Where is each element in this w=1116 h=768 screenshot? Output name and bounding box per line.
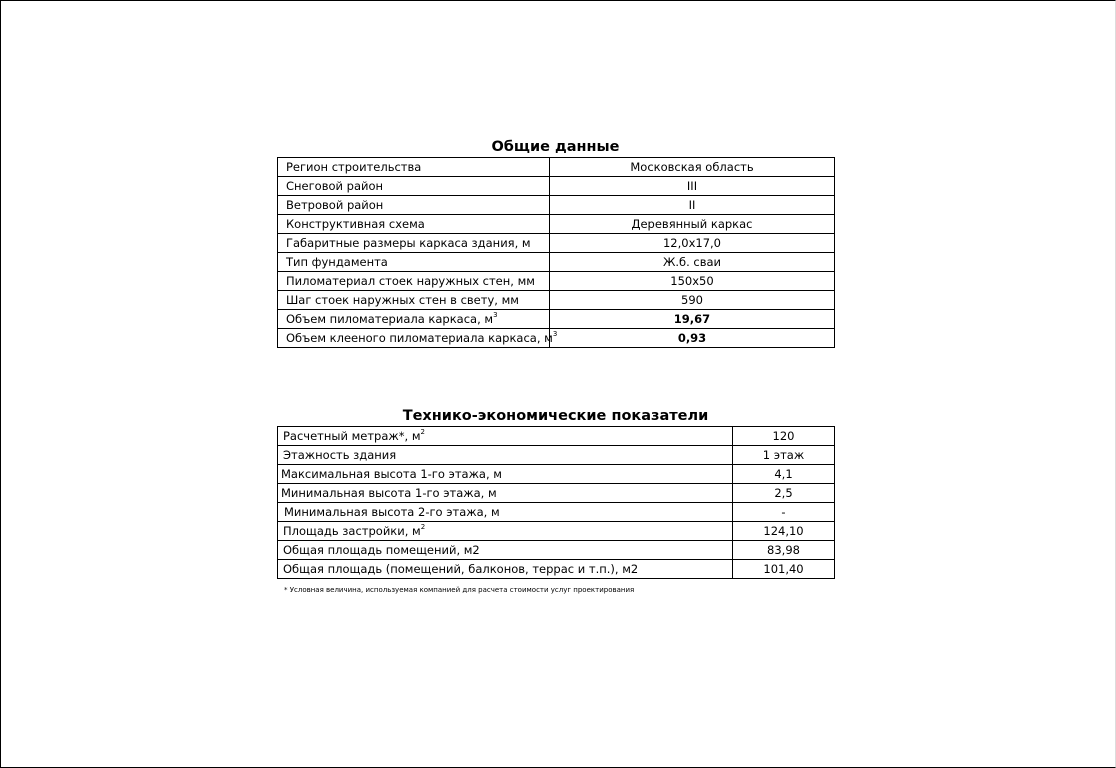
row-value: Ж.б. сваи — [550, 253, 835, 272]
row-value: II — [550, 196, 835, 215]
row-value: Деревянный каркас — [550, 215, 835, 234]
table-row — [278, 158, 835, 177]
row-label: Конструктивная схема — [278, 215, 550, 234]
table-row — [278, 522, 835, 541]
row-label: Снеговой район — [278, 177, 550, 196]
row-label: Общая площадь (помещений, балконов, террас и т.п.), м2 — [278, 560, 733, 579]
table-row — [278, 427, 835, 446]
row-value: 590 — [550, 291, 835, 310]
unit-superscript: 3 — [552, 330, 558, 339]
table-row — [278, 291, 835, 310]
row-value: 19,67 — [550, 310, 835, 329]
row-value: III — [550, 177, 835, 196]
row-label: Общая площадь помещений, м2 — [278, 541, 733, 560]
row-value: 150х50 — [550, 272, 835, 291]
table-row — [278, 272, 835, 291]
tech-economic-table — [277, 426, 835, 579]
row-value: 101,40 — [733, 560, 835, 579]
row-value: 83,98 — [733, 541, 835, 560]
tech-economic-title: Технико-экономические показатели — [402, 408, 709, 424]
table-row — [278, 329, 835, 348]
row-value: Московская область — [550, 158, 835, 177]
row-value: 2,5 — [733, 484, 835, 503]
row-label: Минимальная высота 2-го этажа, м — [278, 503, 733, 522]
row-value: 4,1 — [733, 465, 835, 484]
row-value: - — [733, 503, 835, 522]
table-row — [278, 503, 835, 522]
row-value: 1 этаж — [733, 446, 835, 465]
row-label: Регион строительства — [278, 158, 550, 177]
row-label: Объем клееного пиломатериала каркаса, $м^3$ — [278, 329, 550, 348]
row-label: Площадь застройки, $м^2$ — [278, 522, 733, 541]
footnote: * Условная величина, используемая компанией для расчета стоимости услуг проектирования — [284, 586, 635, 594]
row-label: Этажность здания — [278, 446, 733, 465]
table-row — [278, 310, 835, 329]
table-row — [278, 465, 835, 484]
row-value: 124,10 — [733, 522, 835, 541]
table-row — [278, 196, 835, 215]
table-row — [278, 541, 835, 560]
row-value: 120 — [733, 427, 835, 446]
row-label: Шаг стоек наружных стен в свету, мм — [278, 291, 550, 310]
row-label: Максимальная высота 1-го этажа, м — [278, 465, 733, 484]
row-label: Ветровой район — [278, 196, 550, 215]
table-row — [278, 234, 835, 253]
row-label: Тип фундамента — [278, 253, 550, 272]
unit-superscript: 2 — [420, 523, 426, 532]
row-label: Габаритные размеры каркаса здания, м — [278, 234, 550, 253]
unit-superscript: 2 — [420, 428, 425, 437]
table-row — [278, 253, 835, 272]
unit-superscript: 3 — [493, 311, 498, 320]
row-value: 0,93 — [550, 329, 835, 348]
row-value: 12,0х17,0 — [550, 234, 835, 253]
general-data-title: Общие данные — [491, 139, 620, 155]
table-row — [278, 177, 835, 196]
general-data-table — [277, 157, 835, 348]
table-row — [278, 446, 835, 465]
table-row — [278, 484, 835, 503]
table-row — [278, 215, 835, 234]
row-label: Пиломатериал стоек наружных стен, мм — [278, 272, 550, 291]
row-label: Расчетный метраж*, $м^2$ — [278, 427, 733, 446]
row-label: Минимальная высота 1-го этажа, м — [278, 484, 733, 503]
row-label: Объем пиломатериала каркаса, $м^3$ — [278, 310, 550, 329]
table-row — [278, 560, 835, 579]
